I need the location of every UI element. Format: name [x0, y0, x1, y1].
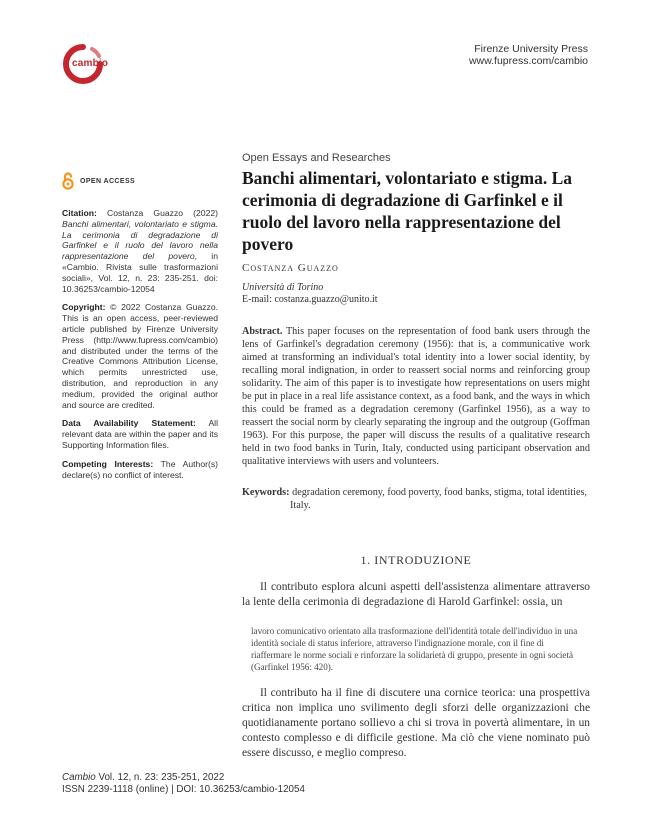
affiliation: Università di Torino — [242, 282, 324, 293]
affiliation-block — [242, 282, 590, 306]
sidebar — [62, 208, 218, 488]
data-availability-label: Data Availability Statement: — [62, 418, 196, 429]
abstract-label: Abstract. — [242, 326, 283, 337]
keywords-label: Keywords: — [242, 487, 290, 498]
footer-citation — [62, 772, 305, 784]
open-access-icon — [62, 172, 74, 190]
keywords — [242, 486, 590, 512]
author-email[interactable]: E-mail: costanza.guazzo@unito.it — [242, 294, 378, 305]
intro-paragraph: Il contributo esplora alcuni aspetti dell'assistenza alimentare attraverso la lente della cerimonia di degradazione di Harold Garfinkel: ossia, un — [242, 581, 590, 608]
data-availability-text: All relevant data are within the paper and its Supporting Information files. — [62, 418, 219, 450]
footer — [62, 772, 305, 796]
publisher-info — [469, 43, 588, 67]
citation-rest: , in «Cambio. Rivista sulle trasformazioni sociali», Vol. 12, n. 23: 235-251. doi: 10.36253/cambio-12054 — [62, 251, 219, 294]
open-access-badge — [62, 172, 135, 190]
competing-interests — [62, 459, 218, 481]
citation-authors: Costanza Guazzo (2022) — [96, 208, 218, 218]
copyright-text: © 2022 Costanza Guazzo. This is an open access, peer-reviewed article published by Firenze University Press (http://www.fupress.com/cambio) and distributed under the terms of the Creative Commons Attribution License, which permits unrestricted use, distribution, and reproduction in any medium, provided the original author and source are credited. — [62, 302, 218, 410]
section-heading: 1. INTRODUZIONE — [360, 553, 472, 567]
footer-issn: ISSN 2239-1118 (online) | DOI: 10.36253/cambio-12054 — [62, 784, 305, 795]
abstract-text: This paper focuses on the representation of food bank users through the lens of Garfinkel's degradation ceremony (1956): that is, a communicative work aimed at transforming an individual's total identity into a lower social identity, by recalling moral indignation, in order to reassert social norms and reinforcing group solidarity. The aim of this paper is to investigate how representations on users might be put in place in a real life assistance context, as a food bank, and the ways in which this could be framed as a degradation ceremony (Garfinkel 1956), as a way to reassert the social norm by clearly separating the ingroup and the outgroup (Goffman 1963). For this purpose, the paper will discuss the results of a qualitative research held in two food banks in Turin, Italy, conducted using participant observation and qualitative interviews with users and volunteers. — [242, 326, 590, 467]
second-paragraph: Il contributo ha il fine di discutere una cornice teorica: una prospettiva critica non implica uno svilimento degli sforzi delle organizzazioni che quotidianamente portano sollievo a chi si trova in povertà alimentare, in un contesto complesso e di difficile gestione. Ma ciò che viene nominato può essere discusso, e meglio compreso. — [242, 687, 590, 759]
keywords-line-1: degradation ceremony, food poverty, food banks, stigma, total identities, — [289, 487, 587, 498]
competing-interests-label: Competing Interests: — [62, 458, 154, 469]
open-access-label: OPEN ACCESS — [80, 177, 136, 185]
footer-volume: Vol. 12, n. 23: 235-251, 2022 — [95, 772, 225, 783]
copyright-label: Copyright: — [62, 302, 106, 313]
author-name: Costanza Guazzo — [242, 262, 339, 274]
publisher-name: Firenze University Press — [474, 43, 588, 55]
footer-journal: Cambio — [62, 772, 96, 783]
citation-title: Banchi alimentari, volontariato e stigma. La cerimonia di degradazione di Garfinkel e il ruolo del lavoro nella rappresentazione del povero — [62, 218, 218, 262]
logo-text: cambio — [72, 58, 109, 69]
series-label: Open Essays and Researches — [242, 152, 391, 164]
abstract — [242, 325, 590, 468]
data-availability — [62, 418, 218, 450]
keywords-line-2: Italy. — [290, 500, 311, 511]
citation — [62, 208, 218, 294]
competing-interests-text: The Author(s) declare(s) no conflict of interest. — [62, 458, 218, 480]
copyright — [62, 302, 218, 410]
article-title: Banchi alimentari, volontariato e stigma. La cerimonia di degradazione di Garfinkel e il ruolo del lavoro nella rappresentazione del povero — [242, 168, 573, 254]
publisher-url[interactable]: www.fupress.com/cambio — [468, 55, 588, 67]
citation-label: Citation: — [62, 208, 97, 218]
block-quote: lavoro comunicativo orientato alla trasformazione dell'identità totale dell'individuo in una identità sociale di status inferiore, attraverso l'indignazione morale, con il fine di riaffermare le norme sociali e rinforzare la solidarietà di gruppo, presente in ogni società (Garfinkel 1956: 420). — [251, 626, 578, 672]
